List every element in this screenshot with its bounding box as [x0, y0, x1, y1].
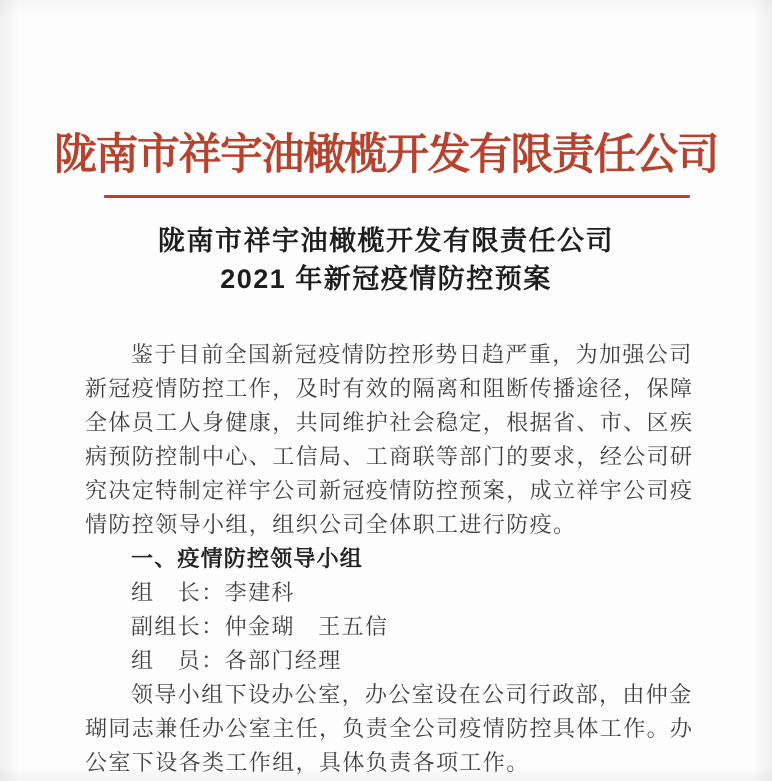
- paragraph1-line1: 鉴于目前全国新冠疫情防控形势日趋严重，为加强公司: [131, 342, 693, 367]
- paragraph1-line4: 病预防控制中心、工信局、工商联等部门的要求，经公司研: [85, 444, 694, 469]
- paragraph2-line2: 瑚同志兼任办公室主任，负责全公司疫情防控具体工作。办: [85, 716, 694, 741]
- paragraph1-line2: 新冠疫情防控工作，及时有效的隔离和阻断传播途径，保障: [85, 376, 694, 401]
- section-heading-leadership-group: 一、疫情防控领导小组: [131, 546, 364, 571]
- role-label: 组 长：: [131, 580, 225, 605]
- role-row-members: [85, 644, 693, 678]
- paragraph1-line3: 全体员工人身健康，共同维护社会稳定，根据省、市、区疾: [85, 410, 694, 435]
- document-body: [85, 338, 693, 780]
- document-title: [0, 222, 772, 298]
- role-label: 副组长：: [131, 614, 225, 639]
- role-label: 组 员：: [131, 648, 225, 673]
- role-value: 仲金瑚 王五信: [224, 614, 389, 639]
- role-row-deputy-leader: [85, 610, 693, 644]
- role-value: 李建科: [224, 580, 295, 605]
- document-title-line1: 陇南市祥宇油橄榄开发有限责任公司: [158, 226, 614, 256]
- document-title-line2: 2021 年新冠疫情防控预案: [220, 264, 552, 294]
- role-row-leader: [85, 576, 693, 610]
- paragraph2-line1: 领导小组下设办公室，办公室设在公司行政部，由仲金: [131, 682, 693, 707]
- paragraph1-line6: 情防控领导小组，组织公司全体职工进行防疫。: [85, 512, 577, 537]
- paragraph1-line5: 究决定特制定祥宇公司新冠疫情防控预案，成立祥宇公司疫: [85, 478, 694, 503]
- paragraph2-line3: 公室下设各类工作组，具体负责各项工作。: [85, 750, 530, 775]
- role-value: 各部门经理: [224, 648, 342, 673]
- letterhead-divider-line: [104, 195, 690, 198]
- letterhead-company-name: 陇南市祥宇油橄榄开发有限责任公司: [54, 132, 718, 179]
